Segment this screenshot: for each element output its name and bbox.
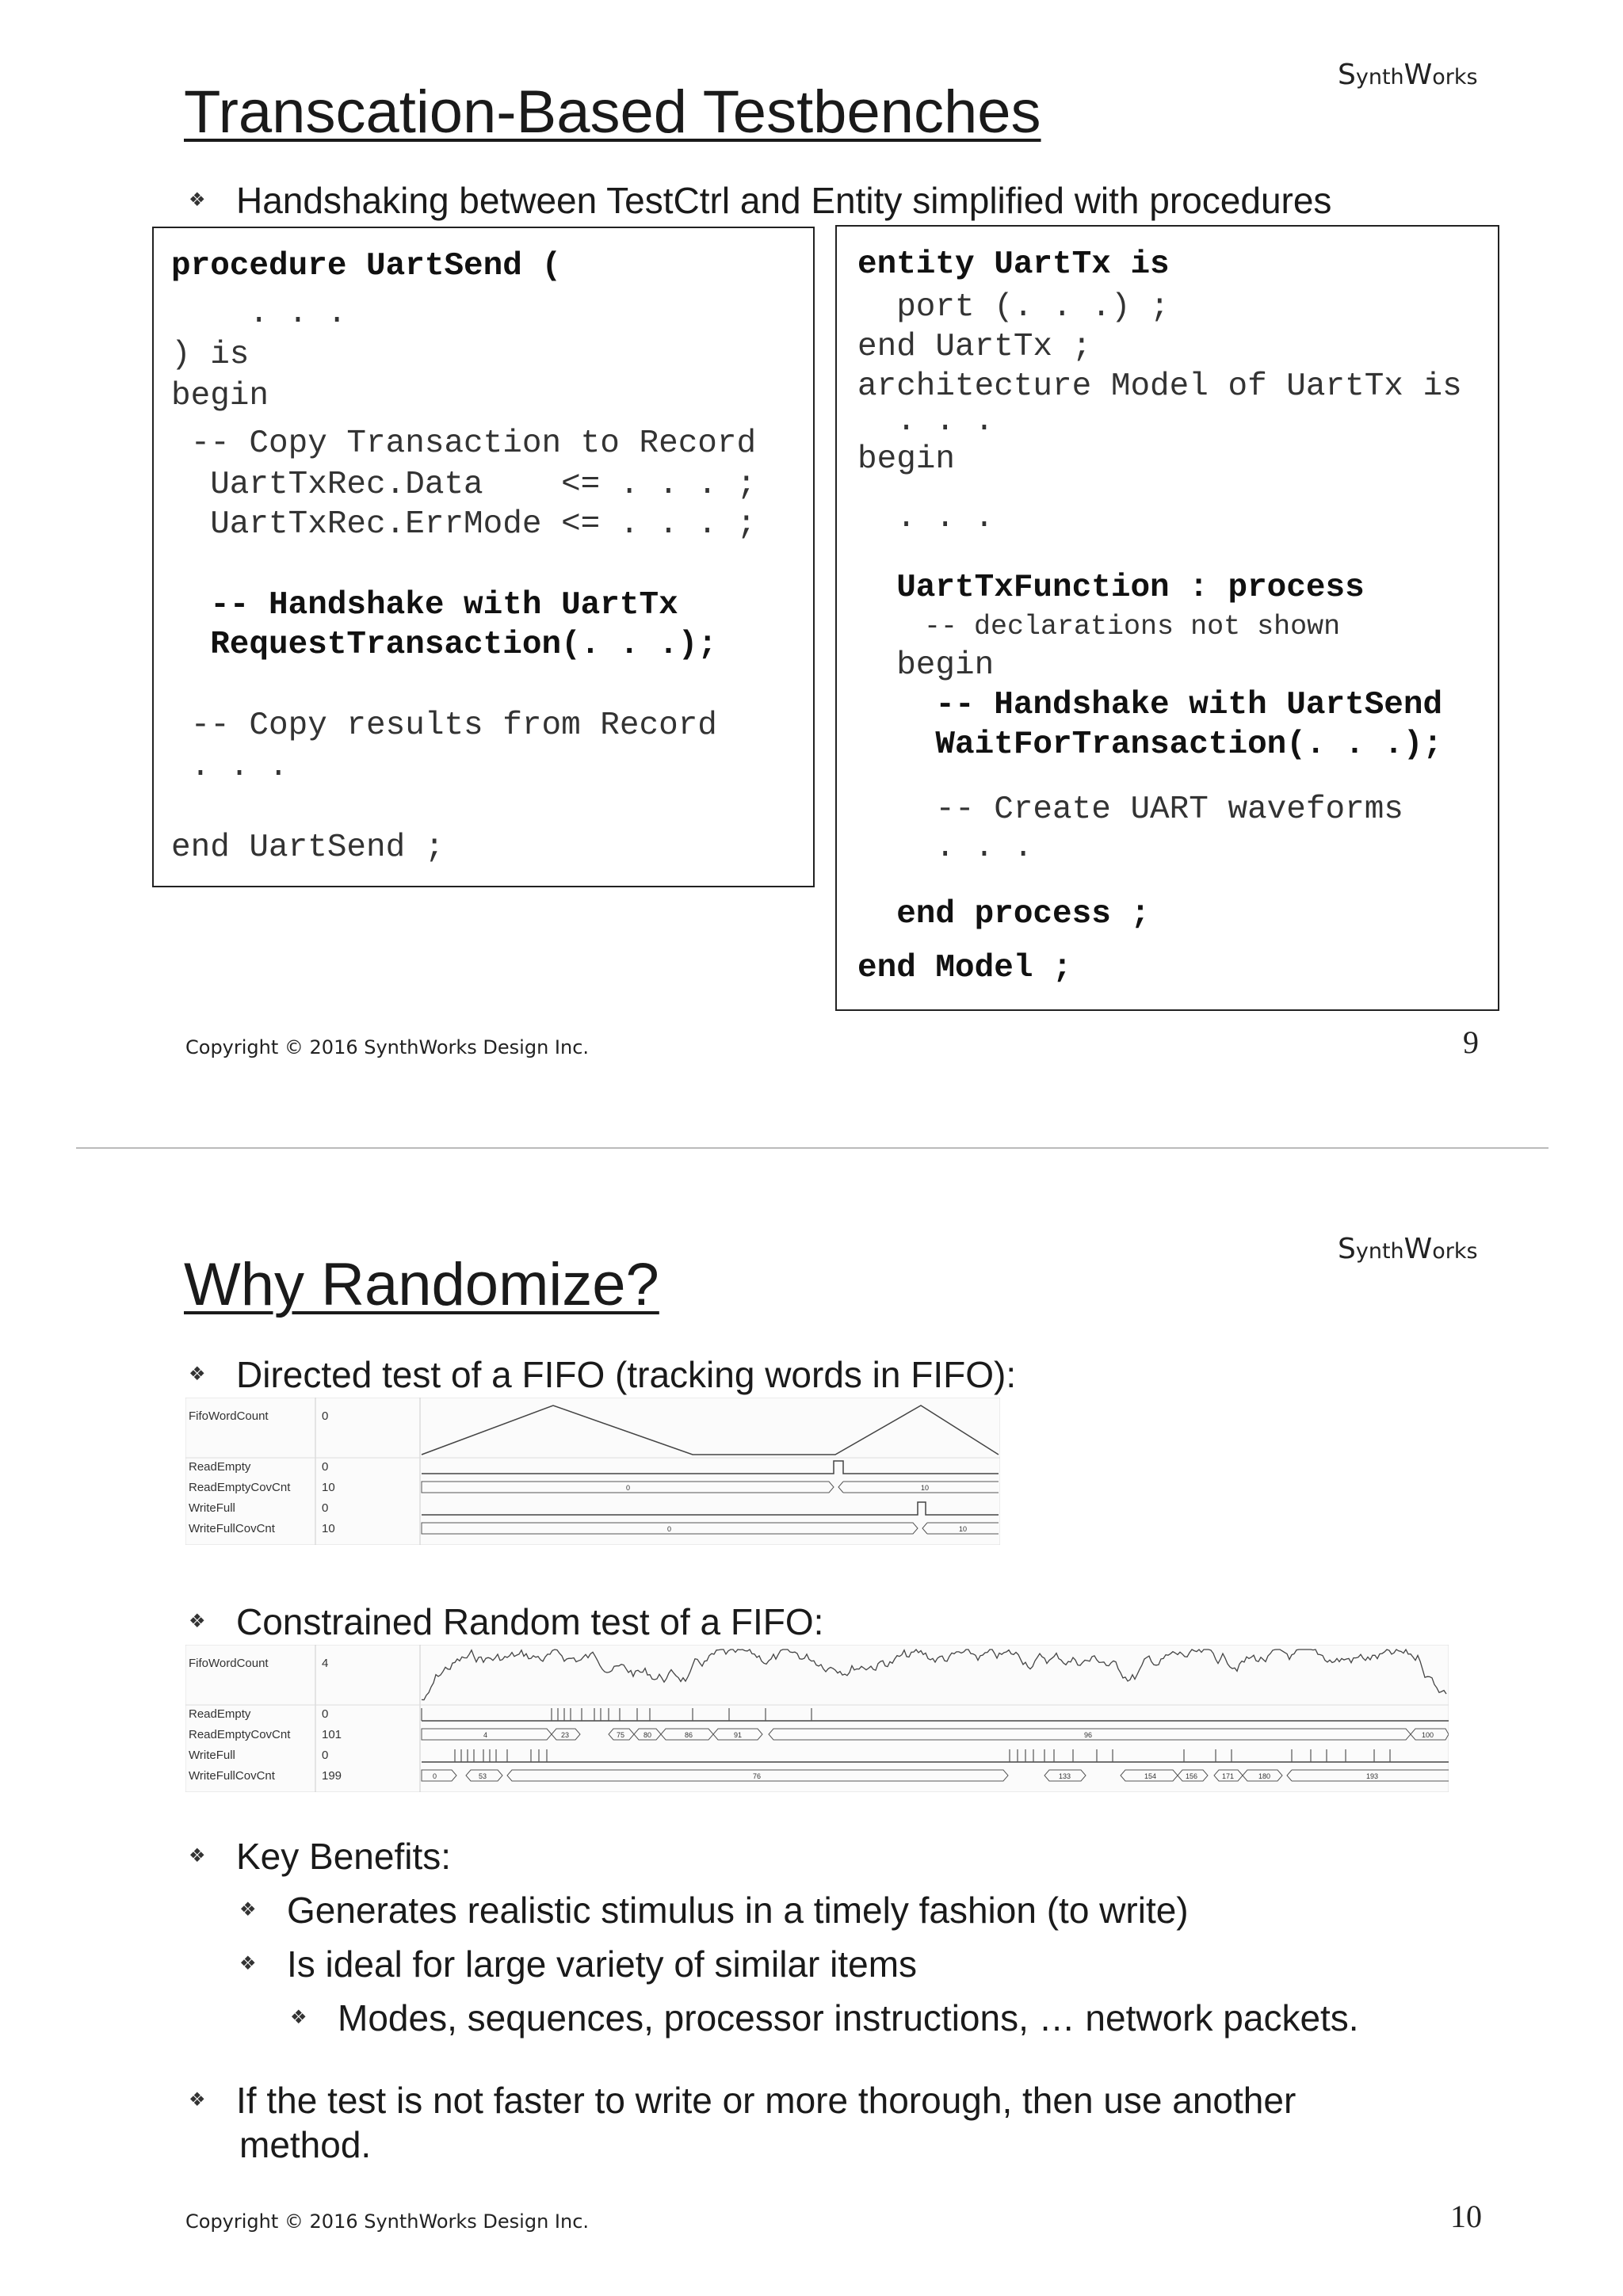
bus-label: 0 <box>626 1484 631 1492</box>
bus-label: 96 <box>1084 1731 1093 1739</box>
signal-name: ReadEmpty <box>189 1707 251 1721</box>
signal-name: FifoWordCount <box>189 1657 269 1670</box>
bus-label: 23 <box>561 1731 570 1739</box>
brand-logo-slide9: SynthWorks <box>1338 59 1478 91</box>
slide10-title: Why Randomize? <box>184 1251 659 1318</box>
bus-label: 156 <box>1186 1772 1198 1780</box>
slide9-bullet: ❖ Handshaking between TestCtrl and Entity simplified with procedures <box>189 180 1332 221</box>
waveform-directed <box>185 1398 1000 1545</box>
code-line: UartTxRec.Data <= . . . ; <box>171 467 757 503</box>
signal-value: 0 <box>322 1460 329 1474</box>
code-line: port (. . .) ; <box>857 289 1170 326</box>
code-line: -- Create UART waveforms <box>857 791 1403 828</box>
signal-value: 10 <box>322 1481 335 1494</box>
code-line: begin <box>857 647 995 684</box>
code-line: . . . <box>171 296 347 332</box>
code-line: WaitForTransaction(. . .); <box>857 727 1443 763</box>
copyright-slide9: Copyright © 2016 SynthWorks Design Inc. <box>185 1036 590 1058</box>
code-line: . . . <box>171 749 288 785</box>
diamond-bullet-icon: ❖ <box>239 1899 257 1920</box>
code-line: . . . <box>857 403 995 440</box>
signal-value: 0 <box>322 1749 329 1762</box>
signal-value: 10 <box>322 1522 335 1535</box>
bullet-last-line2: method. <box>239 2124 372 2165</box>
signal-value: 101 <box>322 1728 342 1741</box>
code-line: procedure UartSend ( <box>171 248 562 284</box>
bus-label: 53 <box>479 1772 487 1780</box>
code-line: -- Handshake with UartTx <box>171 587 678 624</box>
signal-name: ReadEmptyCovCnt <box>189 1728 291 1741</box>
sub-sub-bullet: ❖ Modes, sequences, processor instructions, … network packets. <box>290 1997 1359 2039</box>
bus-label: 10 <box>959 1525 968 1533</box>
code-line: end process ; <box>857 896 1151 933</box>
bus-label: 154 <box>1144 1772 1157 1780</box>
signal-value: 199 <box>322 1769 342 1783</box>
bus-label: 80 <box>643 1731 652 1739</box>
bullet-last: ❖ If the test is not faster to write or more thorough, then use another <box>189 2080 1296 2121</box>
signal-name: FifoWordCount <box>189 1409 269 1423</box>
code-line: -- declarations not shown <box>857 611 1341 643</box>
bus-label: 75 <box>617 1731 625 1739</box>
bus-label: 91 <box>734 1731 743 1739</box>
code-line: end UartSend ; <box>171 830 445 866</box>
bus-label: 0 <box>667 1525 672 1533</box>
code-line: architecture Model of UartTx is <box>857 368 1462 405</box>
sub-bullet-1: ❖ Generates realistic stimulus in a timely fashion (to write) <box>239 1890 1189 1931</box>
code-line: ) is <box>171 337 250 373</box>
bus-label: 133 <box>1059 1772 1071 1780</box>
code-line: UartTxFunction : process <box>857 570 1365 606</box>
diamond-bullet-icon: ❖ <box>290 2007 307 2028</box>
bus-label: 180 <box>1258 1772 1271 1780</box>
waveform-random <box>185 1645 1449 1792</box>
code-box-uarttx <box>835 225 1499 1011</box>
page-number-10: 10 <box>1450 2199 1482 2234</box>
diamond-bullet-icon: ❖ <box>189 189 206 211</box>
page-number-9: 9 <box>1463 1024 1479 1060</box>
code-line: begin <box>171 378 269 414</box>
signal-value: 0 <box>322 1501 329 1515</box>
signal-name: WriteFullCovCnt <box>189 1769 275 1783</box>
code-line: end Model ; <box>857 950 1072 986</box>
bus-label: 193 <box>1366 1772 1379 1780</box>
code-line: RequestTransaction(. . .); <box>171 627 717 663</box>
signal-name: ReadEmptyCovCnt <box>189 1481 291 1494</box>
code-line: begin <box>857 441 956 478</box>
bus-label: 4 <box>483 1731 488 1739</box>
code-box-uartsend <box>152 227 815 887</box>
sub-bullet-2: ❖ Is ideal for large variety of similar items <box>239 1943 918 1985</box>
signal-value: 0 <box>322 1409 329 1423</box>
code-line: UartTxRec.ErrMode <= . . . ; <box>171 506 757 543</box>
code-line: -- Copy results from Record <box>171 707 717 744</box>
bus-label: 76 <box>753 1772 762 1780</box>
bullet-directed: ❖ Directed test of a FIFO (tracking words in FIFO): <box>189 1354 1017 1395</box>
code-line: . . . <box>857 500 995 536</box>
diamond-bullet-icon: ❖ <box>189 1611 206 1632</box>
code-line: -- Copy Transaction to Record <box>171 425 757 462</box>
bullet-random: ❖ Constrained Random test of a FIFO: <box>189 1601 824 1642</box>
diamond-bullet-icon: ❖ <box>239 1953 257 1974</box>
bus-label: 171 <box>1222 1772 1235 1780</box>
code-line: entity UartTx is <box>857 246 1170 283</box>
diamond-bullet-icon: ❖ <box>189 1363 206 1385</box>
bus-label: 0 <box>433 1772 437 1780</box>
code-line: -- Handshake with UartSend <box>857 687 1443 723</box>
signal-value: 0 <box>322 1707 329 1721</box>
code-line: end UartTx ; <box>857 329 1092 365</box>
bus-label: 100 <box>1422 1731 1434 1739</box>
copyright-slide10: Copyright © 2016 SynthWorks Design Inc. <box>185 2210 590 2233</box>
signal-name: WriteFull <box>189 1501 235 1515</box>
diamond-bullet-icon: ❖ <box>189 1845 206 1867</box>
signal-value: 4 <box>322 1657 329 1670</box>
code-line: . . . <box>857 830 1033 866</box>
signal-name: WriteFullCovCnt <box>189 1522 275 1535</box>
bullet-key-benefits: ❖ Key Benefits: <box>189 1836 452 1877</box>
brand-logo-slide10: SynthWorks <box>1338 1233 1478 1265</box>
signal-name: WriteFull <box>189 1749 235 1762</box>
bus-label: 86 <box>685 1731 693 1739</box>
slide-divider <box>76 1147 1549 1149</box>
bus-label: 10 <box>921 1484 930 1492</box>
diamond-bullet-icon: ❖ <box>189 2089 206 2111</box>
slide9-title: Transcation-Based Testbenches <box>184 78 1041 146</box>
signal-name: ReadEmpty <box>189 1460 251 1474</box>
